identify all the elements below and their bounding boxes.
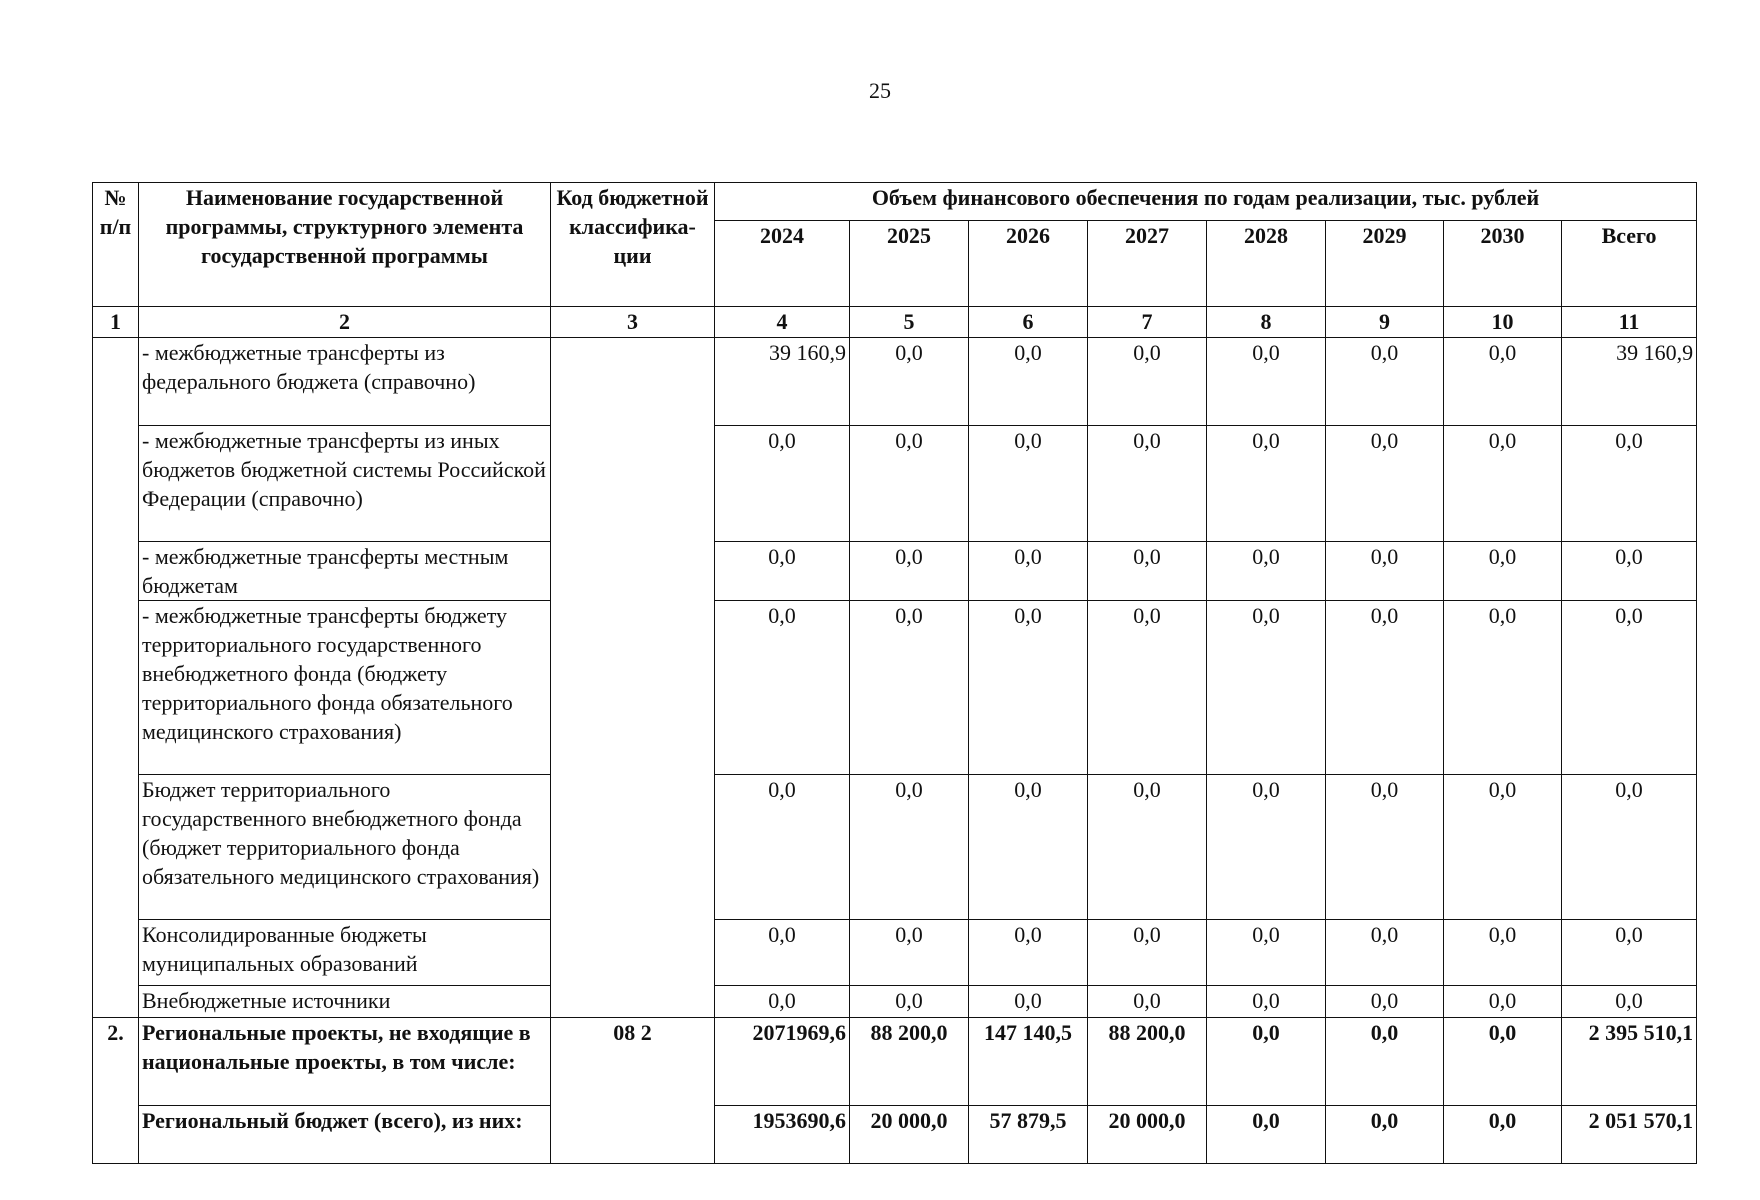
table-row <box>93 542 1697 601</box>
header-name: Наименование государственной программы, структурного элемента государственной программы <box>139 183 551 307</box>
row-value: 0,0 <box>1562 986 1697 1018</box>
row-value: 0,0 <box>1088 775 1207 920</box>
header-year: 2027 <box>1088 221 1207 307</box>
row-value: 0,0 <box>850 986 969 1018</box>
row-value: 0,0 <box>1562 920 1697 986</box>
row-value: 2 395 510,1 <box>1562 1018 1697 1106</box>
column-number: 10 <box>1444 307 1562 338</box>
header-num: № п/п <box>93 183 139 307</box>
row-value: 0,0 <box>1207 426 1326 542</box>
row-value: 2071969,6 <box>715 1018 850 1106</box>
row-name: Региональный бюджет (всего), из них: <box>139 1106 551 1164</box>
header-total: Всего <box>1562 221 1697 307</box>
row-name: Бюджет территориального государственного внебюджетного фонда (бюджет территориального фонда обязательного медицинского страхования) <box>139 775 551 920</box>
table-row <box>93 601 1697 775</box>
header-year: 2028 <box>1207 221 1326 307</box>
row-value: 0,0 <box>850 601 969 775</box>
row-name: Внебюджетные источники <box>139 986 551 1018</box>
budget-table <box>92 182 1697 1164</box>
row-value: 0,0 <box>1326 426 1444 542</box>
row-value: 0,0 <box>1444 542 1562 601</box>
row-name: - межбюджетные трансферты бюджету территориального государственного внебюджетного фонда (бюджету территориального фонда обязательного медицинского страхования) <box>139 601 551 775</box>
row-value: 0,0 <box>1562 775 1697 920</box>
row-num: 2. <box>93 1018 139 1164</box>
row-name: - межбюджетные трансферты местным бюджетам <box>139 542 551 601</box>
header-year: 2026 <box>969 221 1088 307</box>
row-value: 20 000,0 <box>1088 1106 1207 1164</box>
column-number: 1 <box>93 307 139 338</box>
row-num-cell <box>93 338 139 1018</box>
table-row <box>93 1018 1697 1106</box>
row-value: 0,0 <box>969 601 1088 775</box>
row-value: 0,0 <box>969 986 1088 1018</box>
row-value: 0,0 <box>1207 1106 1326 1164</box>
row-value: 0,0 <box>969 338 1088 426</box>
row-value: 39 160,9 <box>715 338 850 426</box>
header-year: 2029 <box>1326 221 1444 307</box>
row-name: Региональные проекты, не входящие в национальные проекты, в том числе: <box>139 1018 551 1106</box>
row-value: 0,0 <box>1088 986 1207 1018</box>
row-value: 0,0 <box>1444 920 1562 986</box>
row-value: 0,0 <box>715 986 850 1018</box>
header-year: 2024 <box>715 221 850 307</box>
row-value: 20 000,0 <box>850 1106 969 1164</box>
row-value: 0,0 <box>1088 601 1207 775</box>
row-value: 0,0 <box>969 426 1088 542</box>
row-value: 0,0 <box>850 775 969 920</box>
row-value: 0,0 <box>1444 775 1562 920</box>
row-value: 0,0 <box>969 775 1088 920</box>
column-number: 3 <box>551 307 715 338</box>
row-value: 0,0 <box>850 338 969 426</box>
column-number: 8 <box>1207 307 1326 338</box>
row-code: 08 2 <box>551 1018 715 1164</box>
row-value: 2 051 570,1 <box>1562 1106 1697 1164</box>
row-value: 0,0 <box>715 542 850 601</box>
column-number: 2 <box>139 307 551 338</box>
row-value: 0,0 <box>1088 338 1207 426</box>
row-value: 0,0 <box>1562 426 1697 542</box>
row-value: 0,0 <box>1562 542 1697 601</box>
row-value: 0,0 <box>850 426 969 542</box>
row-value: 0,0 <box>1326 1018 1444 1106</box>
row-value: 0,0 <box>715 601 850 775</box>
row-value: 0,0 <box>1444 426 1562 542</box>
row-value: 0,0 <box>715 426 850 542</box>
column-number: 7 <box>1088 307 1207 338</box>
row-value: 0,0 <box>1326 601 1444 775</box>
row-value: 0,0 <box>715 920 850 986</box>
row-value: 0,0 <box>1207 1018 1326 1106</box>
row-value: 88 200,0 <box>1088 1018 1207 1106</box>
row-value: 1953690,6 <box>715 1106 850 1164</box>
row-value: 0,0 <box>1207 920 1326 986</box>
row-value: 0,0 <box>1444 1018 1562 1106</box>
row-value: 57 879,5 <box>969 1106 1088 1164</box>
row-value: 0,0 <box>1207 601 1326 775</box>
row-code-cell <box>551 338 715 1018</box>
row-value: 0,0 <box>1207 986 1326 1018</box>
row-value: 0,0 <box>969 920 1088 986</box>
header-year: 2030 <box>1444 221 1562 307</box>
header-volume: Объем финансового обеспечения по годам реализации, тыс. рублей <box>715 183 1697 221</box>
column-number: 5 <box>850 307 969 338</box>
column-numbers-row <box>93 307 1697 338</box>
table-row <box>93 775 1697 920</box>
row-value: 0,0 <box>1326 986 1444 1018</box>
row-value: 0,0 <box>1088 920 1207 986</box>
column-number: 9 <box>1326 307 1444 338</box>
row-value: 0,0 <box>1326 1106 1444 1164</box>
row-value: 0,0 <box>1326 338 1444 426</box>
row-value: 0,0 <box>1562 601 1697 775</box>
table-row <box>93 920 1697 986</box>
row-value: 0,0 <box>1088 542 1207 601</box>
row-value: 0,0 <box>1207 338 1326 426</box>
row-value: 0,0 <box>715 775 850 920</box>
row-name: - межбюджетные трансферты из иных бюджетов бюджетной системы Российской Федерации (справочно) <box>139 426 551 542</box>
row-name: - межбюджетные трансферты из федерального бюджета (справочно) <box>139 338 551 426</box>
header-code: Код бюджетной классифика-ции <box>551 183 715 307</box>
table-row <box>93 426 1697 542</box>
row-value: 0,0 <box>1326 542 1444 601</box>
row-value: 0,0 <box>1444 986 1562 1018</box>
column-number: 4 <box>715 307 850 338</box>
page-number: 25 <box>869 78 891 103</box>
row-name: Консолидированные бюджеты муниципальных образований <box>139 920 551 986</box>
table-row <box>93 338 1697 426</box>
row-value: 0,0 <box>1326 775 1444 920</box>
row-value: 0,0 <box>850 542 969 601</box>
column-number: 11 <box>1562 307 1697 338</box>
row-value: 0,0 <box>969 542 1088 601</box>
row-value: 0,0 <box>1444 1106 1562 1164</box>
column-number: 6 <box>969 307 1088 338</box>
row-value: 0,0 <box>1088 426 1207 542</box>
header-year: 2025 <box>850 221 969 307</box>
row-value: 0,0 <box>1444 601 1562 775</box>
row-value: 147 140,5 <box>969 1018 1088 1106</box>
table-row <box>93 1106 1697 1164</box>
row-value: 88 200,0 <box>850 1018 969 1106</box>
row-value: 0,0 <box>1326 920 1444 986</box>
row-value: 39 160,9 <box>1562 338 1697 426</box>
table-row <box>93 986 1697 1018</box>
row-value: 0,0 <box>1207 775 1326 920</box>
row-value: 0,0 <box>850 920 969 986</box>
row-value: 0,0 <box>1207 542 1326 601</box>
row-value: 0,0 <box>1444 338 1562 426</box>
